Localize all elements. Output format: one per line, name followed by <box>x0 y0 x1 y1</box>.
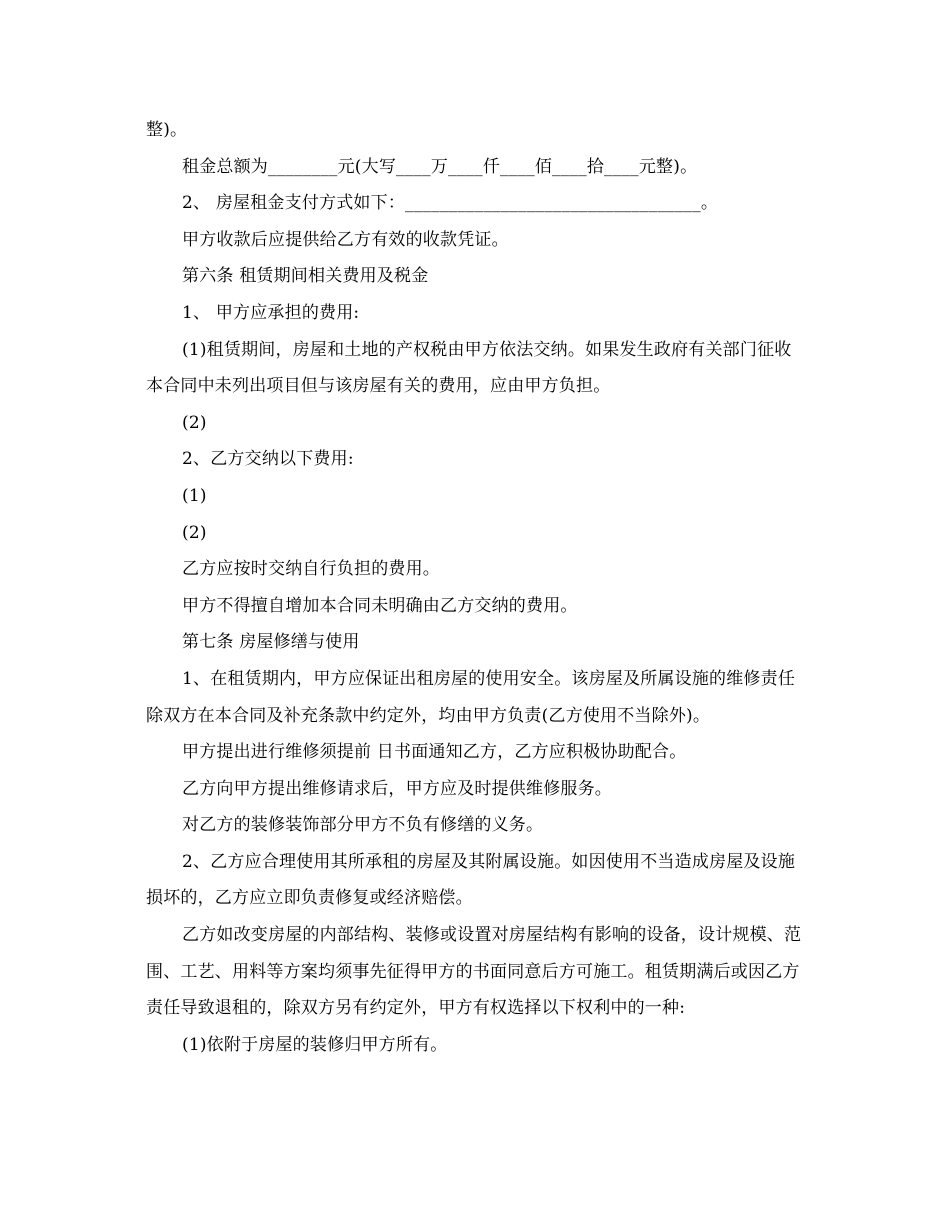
paragraph-item-2b: (2) <box>182 522 207 543</box>
paragraph-property-tax: (1)租赁期间，房屋和土地的产权税由甲方依法交纳。如果发生政府有关部门征收本合同中未列出项目但与该房屋有关的费用，应由甲方负担。 <box>146 339 792 397</box>
paragraph-continuation: 整)。 <box>146 120 188 140</box>
paragraph-item-1b: (1) <box>182 485 207 506</box>
paragraph-proper-use: 2、乙方应合理使用其所承租的房屋及其附属设施。如因使用不当造成房屋及设施损坏的，乙方应立即负责修复或经济赔偿。 <box>146 851 796 909</box>
heading-article-6: 第六条 租赁期间相关费用及税金 <box>182 266 429 287</box>
paragraph-decoration: 对乙方的装修装饰部分甲方不负有修缮的义务。 <box>182 815 544 836</box>
paragraph-repair-request: 乙方向甲方提出维修请求后，甲方应及时提供维修服务。 <box>182 778 612 799</box>
paragraph-rent-total: 租金总额为________元(大写____万____仟____佰____拾____元整)。 <box>182 156 698 177</box>
paragraph-pay-on-time: 乙方应按时交纳自行负担的费用。 <box>182 559 440 580</box>
paragraph-no-extra-fees: 甲方不得擅自增加本合同未明确由乙方交纳的费用。 <box>182 595 578 616</box>
paragraph-option-1: (1)依附于房屋的装修归甲方所有。 <box>182 1034 448 1055</box>
paragraph-payment-method: 2、 房屋租金支付方式如下：__________________________________。 <box>182 193 719 214</box>
document-body <box>146 112 806 1063</box>
paragraph-item-2a: (2) <box>182 412 207 433</box>
paragraph-party-a-fees: 1、 甲方应承担的费用: <box>182 302 360 323</box>
paragraph-receipt: 甲方收款后应提供给乙方有效的收款凭证。 <box>182 229 509 250</box>
paragraph-repair-notice: 甲方提出进行维修须提前 日书面通知乙方，乙方应积极协助配合。 <box>182 742 687 763</box>
paragraph-safety: 1、在租赁期内，甲方应保证出租房屋的使用安全。该房屋及所属设施的维修责任除双方在本合同及补充条款中约定外，均由甲方负责(乙方使用不当除外)。 <box>146 668 796 726</box>
paragraph-structure-change: 乙方如改变房屋的内部结构、装修或设置对房屋结构有影响的设备，设计规模、范围、工艺、用料等方案均须事先征得甲方的书面同意后方可施工。租赁期满后或因乙方责任导致退租的，除双方另有约定外，甲方有权选择以下权利中的一种: <box>146 925 802 1019</box>
paragraph-party-b-fees: 2、乙方交纳以下费用: <box>182 449 354 470</box>
heading-article-7: 第七条 房屋修缮与使用 <box>182 632 360 653</box>
